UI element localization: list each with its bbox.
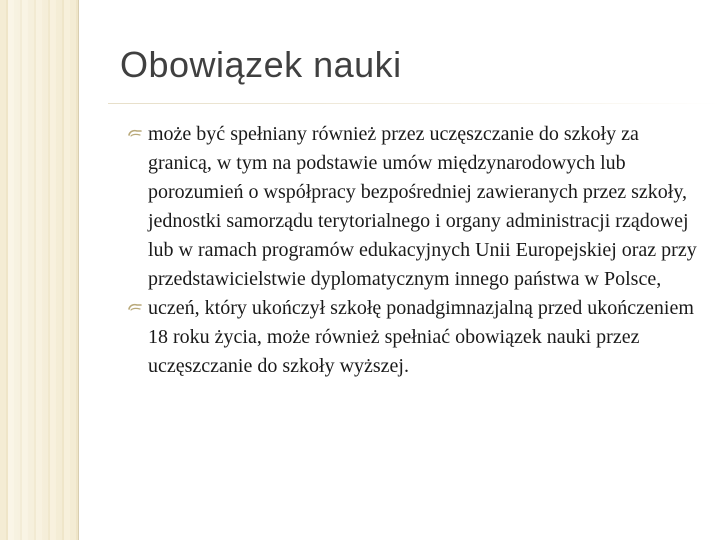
side-band-highlight bbox=[8, 0, 66, 540]
decorative-side-band bbox=[0, 0, 79, 540]
bullet-item bbox=[128, 294, 698, 381]
slide-content bbox=[128, 120, 698, 381]
slide-title: Obowiązek nauki bbox=[120, 44, 402, 85]
title-divider bbox=[108, 103, 720, 104]
bullet-text: może być spełniany również przez uczęszczanie do szkoły za granicą, w tym na podstawie umów międzynarodowych lub porozumień o współpracy bezpośredniej zawieranych przez szkoły, jednostki samorządu terytorialnego i organy administracji rządowej lub w ramach programów edukacyjnych Unii Europejskiej oraz przy przedstawicielstwie dyplomatycznym innego państwa w Polsce, bbox=[148, 123, 697, 290]
hook-bullet-icon bbox=[128, 303, 142, 315]
bullet-item bbox=[128, 120, 698, 294]
bullet-text: uczeń, który ukończył szkołę ponadgimnazjalną przed ukończeniem 18 roku życia, może również spełniać obowiązek nauki przez uczęszczanie do szkoły wyższej. bbox=[148, 297, 694, 377]
hook-bullet-icon bbox=[128, 129, 142, 141]
